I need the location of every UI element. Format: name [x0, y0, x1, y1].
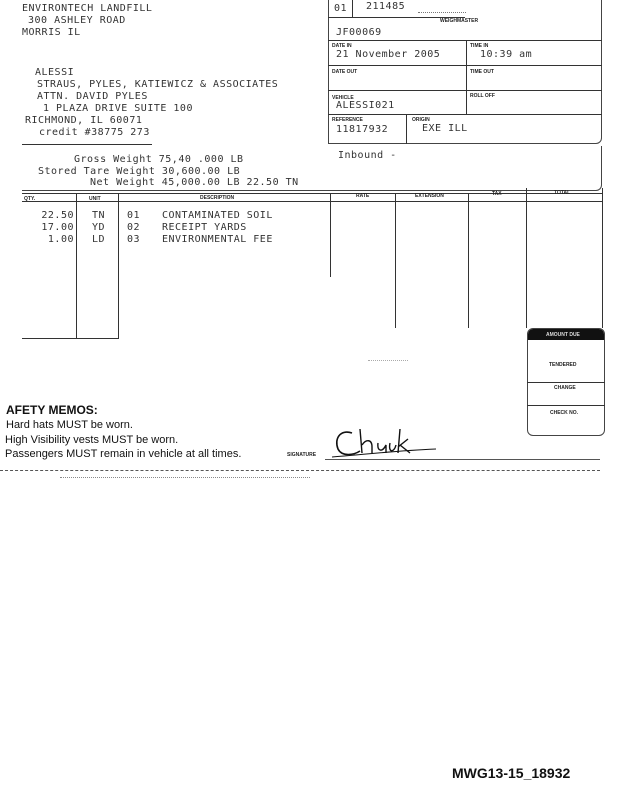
signature-label: SIGNATURE	[287, 452, 317, 458]
time-in-label: TIME IN	[470, 43, 489, 49]
item-unit: TN	[92, 210, 106, 221]
date-in-value: 21 November 2005	[336, 49, 441, 60]
gross-weight: Gross Weight 75,40 .000 LB	[74, 154, 244, 165]
ticket-number: 211485	[366, 1, 406, 12]
column-header-tax: TAX	[492, 191, 502, 197]
origin-value: EXE ILL	[422, 123, 468, 134]
table-header-top	[22, 193, 602, 194]
weights-top-rule	[22, 144, 152, 145]
item-description: CONTAMINATED SOIL	[162, 210, 273, 221]
column-header-extension: EXTENSION	[415, 193, 444, 199]
weighmaster-label: WEIGHMASTER	[440, 18, 479, 24]
tare-weight: Stored Tare Weight 30,600.00 LB	[38, 166, 241, 177]
table-row	[0, 222, 330, 234]
date-out-label: DATE OUT	[332, 69, 358, 75]
table-row	[0, 210, 330, 222]
safety-line: Hard hats MUST be worn.	[6, 419, 133, 431]
safety-line: High Visibility vests MUST be worn.	[5, 434, 179, 446]
amount-due-label: AMOUNT DUE	[546, 332, 580, 338]
roll-off-label: ROLL OFF	[470, 93, 495, 99]
signature-line	[325, 459, 600, 460]
column-header-rate: RATE	[356, 193, 370, 199]
document-id: MWG13-15_18932	[452, 765, 571, 781]
customer-line: credit #38775 273	[39, 127, 150, 138]
customer-address	[25, 67, 315, 139]
handwritten-signature	[330, 425, 440, 461]
customer-line: ALESSI	[35, 67, 75, 78]
reference-value: 11817932	[336, 124, 389, 135]
item-description: RECEIPT YARDS	[162, 222, 247, 233]
ticket-number-scribble	[418, 4, 466, 13]
vehicle-label: VEHICLE	[332, 95, 354, 101]
item-code: 03	[127, 234, 141, 245]
tendered-label: TENDERED	[549, 362, 577, 368]
time-out-label: TIME OUT	[470, 69, 494, 75]
vehicle-value: ALESSI021	[336, 100, 395, 111]
origin-label: ORIGIN	[412, 117, 430, 123]
customer-line: RICHMOND, IL 60071	[25, 115, 143, 126]
facility-city: MORRIS IL	[22, 27, 81, 38]
column-header-qty: QTY.	[24, 196, 36, 202]
customer-line: STRAUS, PYLES, KATIEWICZ & ASSOCIATES	[37, 79, 279, 90]
item-code: 02	[127, 222, 141, 233]
safety-line: Passengers MUST remain in vehicle at all times.	[5, 448, 242, 460]
item-code: 01	[127, 210, 141, 221]
weighmaster-value: JF00069	[336, 27, 382, 38]
safety-title: AFETY MEMOS:	[6, 403, 98, 417]
item-unit: YD	[92, 222, 106, 233]
column-header-unit: UNIT	[89, 196, 101, 202]
table-header-bottom	[22, 201, 602, 202]
date-in-label: DATE IN	[332, 43, 352, 49]
facility-name: ENVIRONTECH LANDFILL	[22, 3, 153, 14]
check-label: CHECK NO.	[550, 410, 579, 416]
time-in-value: 10:39 am	[480, 49, 533, 60]
column-header-description: DESCRIPTION	[200, 195, 235, 201]
direction: Inbound -	[338, 150, 397, 161]
tear-line	[0, 470, 600, 471]
table-row	[0, 234, 330, 246]
tear-line-lower	[60, 477, 310, 478]
column-header-total: TOTAL	[554, 190, 571, 196]
change-label: CHANGE	[554, 385, 576, 391]
scan-speckle	[368, 346, 408, 361]
net-weight: Net Weight 45,000.00 LB 22.50 TN	[90, 177, 299, 188]
facility-address	[22, 3, 222, 39]
item-qty: 17.00	[41, 222, 74, 233]
customer-line: 1 PLAZA DRIVE SUITE 100	[43, 103, 193, 114]
item-qty: 1.00	[47, 234, 74, 245]
line-items	[0, 210, 330, 250]
item-unit: LD	[92, 234, 106, 245]
scale-number: 01	[334, 3, 348, 14]
reference-label: REFERENCE	[332, 117, 363, 123]
item-qty: 22.50	[41, 210, 74, 221]
facility-street: 300 ASHLEY ROAD	[28, 15, 126, 26]
customer-line: ATTN. DAVID PYLES	[37, 91, 148, 102]
item-description: ENVIRONMENTAL FEE	[162, 234, 273, 245]
